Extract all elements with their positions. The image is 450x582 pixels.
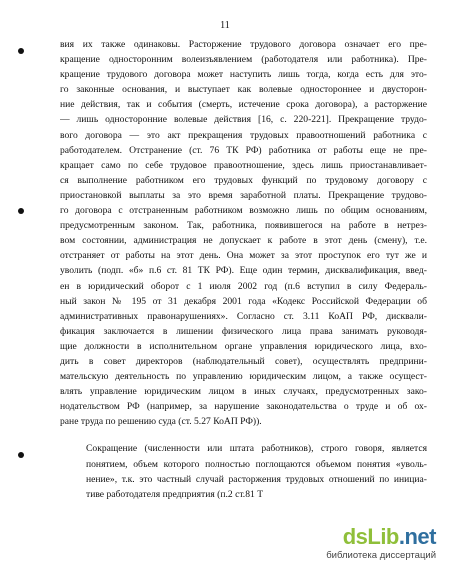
text-line: вого договора — это акт прекращения трудовых правоотношений работника с bbox=[60, 129, 427, 141]
paragraph bbox=[60, 37, 427, 429]
text-line: кращает само по себе трудовое правоотношение, здесь лишь приостанавливает- bbox=[60, 159, 427, 171]
text-line: нодательством РФ (например, за нарушение законодательства о труде и об ох- bbox=[60, 401, 427, 413]
body-text bbox=[60, 37, 427, 502]
page-number: 11 bbox=[220, 20, 230, 31]
text-line: щие должности в исполнительном органе управления юридического лица, вхо- bbox=[60, 340, 427, 352]
text-line: понятием, объем которого полностью поглощаются объемом понятия «уволь- bbox=[86, 458, 427, 470]
watermark-logo-text: dsLib.net bbox=[342, 524, 436, 549]
bullet-mark bbox=[18, 452, 24, 458]
text-line: тиве работодателя предприятия (п.2 ст.81 Т bbox=[86, 488, 264, 500]
bullet-mark bbox=[18, 48, 24, 54]
text-line: административных правонарушениях». Согласно ст. 3.11 КоАП РФ, дисквали- bbox=[60, 310, 427, 322]
text-line: го договора с отстраненным работником возможно лишь по общим основаниям, bbox=[60, 205, 427, 217]
watermark-subtitle: библиотека диссертаций bbox=[326, 550, 436, 561]
text-line: отстраняет от работы на этот день. Она может за этот проступок его тут же и bbox=[60, 250, 427, 262]
text-line: — лишь односторонние волевые действия [16, с. 220-221]. Прекращение трудо- bbox=[60, 114, 427, 126]
bullet-mark bbox=[18, 208, 24, 214]
text-line: ся выполнение работником его трудовых функций по трудовому договору с bbox=[60, 174, 427, 186]
text-line: вия их также одинаковы. Расторжение трудового договора означает его пре- bbox=[60, 39, 427, 50]
text-line: нение», т.к. это частный случай расторжения трудовых отношений по инициа- bbox=[86, 473, 427, 485]
text-line: предусмотренным законом. Так, работника, появившегося на работе в нетрез- bbox=[60, 220, 427, 232]
text-line: мательскую деятельность по управлению юридическим лицом, а также осущест- bbox=[60, 371, 427, 383]
text-line: ный закон № 195 от 31 декабря 2001 года «Кодекс Российской Федерации об bbox=[60, 295, 427, 307]
text-line: вом состоянии, администрация не допускает к работе в этот день (смену), т.е. bbox=[60, 235, 427, 247]
text-line: уволить (подп. «б» п.6 ст. 81 ТК РФ). Еще один термин, дисквалификация, введ- bbox=[60, 265, 427, 277]
text-line: Сокращение (численности или штата работников), строго говоря, является bbox=[86, 443, 427, 455]
text-line: работодателем. Отстранение (ст. 76 ТК РФ) работника от работы еще не пре- bbox=[60, 144, 427, 156]
watermark-logo bbox=[318, 524, 436, 568]
text-line: кращение односторонним волеизъявлением (работодателя или работника). Пре- bbox=[60, 54, 427, 66]
text-line: приостановкой выплаты за это время заработной платы. Прекращение трудово- bbox=[60, 189, 427, 201]
text-line: фикация заключается в лишении физического лица права занимать руководя- bbox=[60, 325, 427, 337]
paragraph bbox=[60, 441, 427, 501]
text-line: ен в юридический оборот с 1 июля 2002 год (п.6 вступил в силу Федераль- bbox=[60, 280, 427, 292]
text-line: ране труда по решению суда (ст. 5.27 КоАП РФ)). bbox=[60, 416, 262, 428]
text-line: влять управление юридическим лицом в иных случаях, предусмотренных зако- bbox=[60, 386, 427, 398]
text-line: го законные основания, и выступает как волевые одностороннее и двусторон- bbox=[60, 84, 427, 96]
text-line: ние действия, так и события (смерть, истечение срока договора), а расторжение bbox=[60, 99, 427, 111]
text-line: дить в совет директоров (наблюдательный совет), осуществлять предприни- bbox=[60, 355, 427, 367]
text-line: кращение трудового договора может наступить лишь тогда, когда есть для это- bbox=[60, 69, 427, 81]
